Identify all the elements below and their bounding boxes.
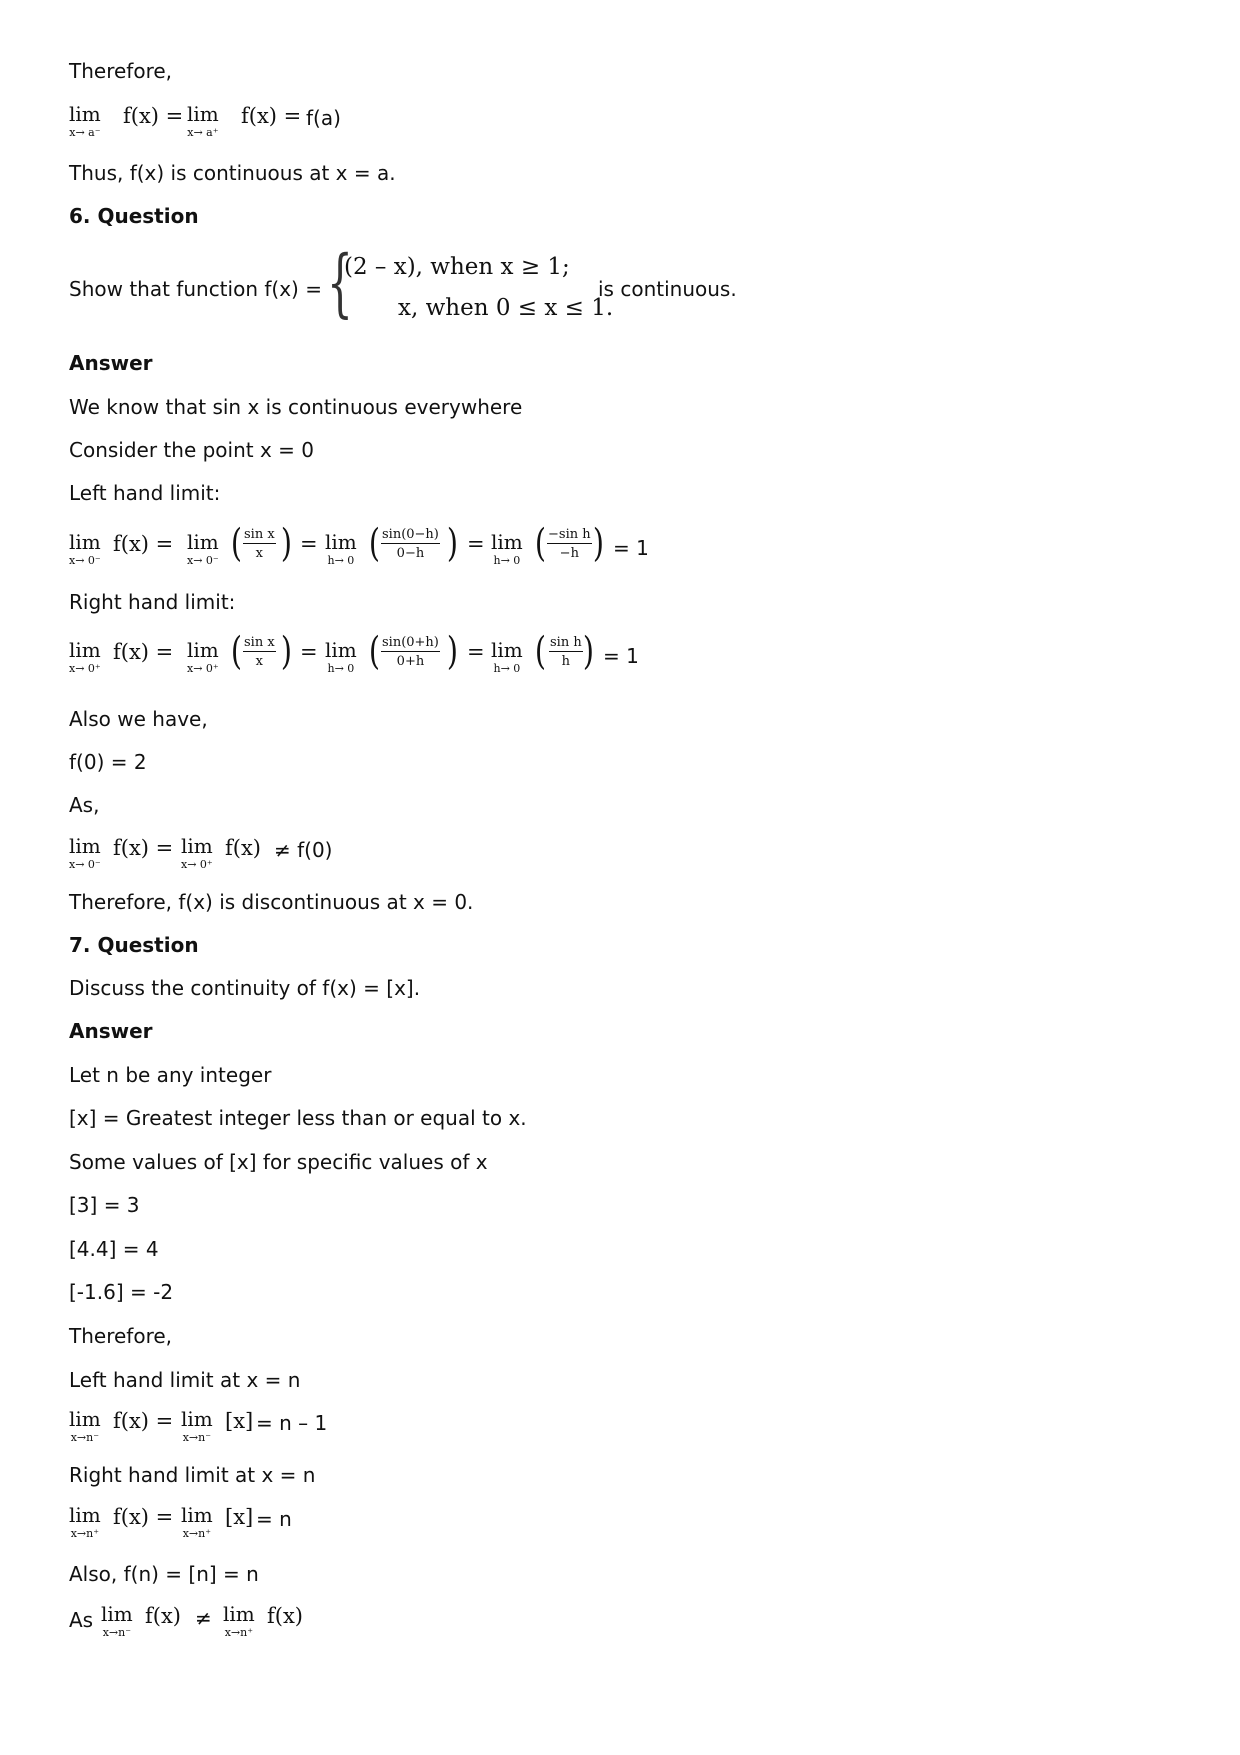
question-7-heading: 7. Question bbox=[69, 933, 199, 957]
fx-term: f(x) = bbox=[113, 1505, 174, 1529]
fx-term: f(x) = bbox=[123, 104, 184, 128]
lim: lim h→ 0 bbox=[325, 638, 357, 675]
equals: = bbox=[300, 532, 318, 556]
text-line: [-1.6] = -2 bbox=[69, 1280, 174, 1304]
not-equal-f0: ≠ f(0) bbox=[274, 838, 333, 862]
text-line: We know that sin x is continuous everywhere bbox=[69, 395, 523, 419]
text-line: f(0) = 2 bbox=[69, 750, 147, 774]
show-prefix: Show that function f(x) = bbox=[69, 277, 322, 301]
lim: lim x→n⁺ bbox=[69, 1503, 101, 1540]
right-hand-limit-equation: lim x→ 0⁺ f(x) = lim x→ 0⁺ ( $\frac{\text{sin x}}{x}$ ) = lim h→ 0 ( $\frac{\sin(0+h)}{0+h}$ ) = lim h→ 0 ( $\frac{\text{sin h}}{h}$ ) = 1 bbox=[69, 629, 639, 675]
lim: lim x→ 0⁻ bbox=[69, 834, 101, 871]
lim: lim x→n⁻ bbox=[101, 1602, 133, 1639]
left-hand-limit-label: Left hand limit: bbox=[69, 481, 221, 505]
fx-term: f(x) = bbox=[113, 836, 174, 860]
case-1: (2 – x), when x ≥ 1; bbox=[344, 254, 570, 280]
lim: lim x→ 0⁺ bbox=[181, 834, 213, 871]
discontinuity-conclusion: Therefore, f(x) is discontinuous at x = 0. bbox=[69, 890, 474, 914]
equals: = bbox=[300, 640, 318, 664]
fraction: $\frac{\sin(0-h)}{0-h}$ bbox=[382, 527, 439, 561]
lim: lim h→ 0 bbox=[491, 530, 523, 567]
piecewise-function bbox=[69, 240, 769, 330]
lim: lim h→ 0 bbox=[325, 530, 357, 567]
limit-comparison bbox=[69, 836, 469, 876]
text-line: Also we have, bbox=[69, 707, 208, 731]
left-hand-limit-label: Left hand limit at x = n bbox=[69, 1368, 301, 1392]
answer-heading-7: Answer bbox=[69, 1019, 153, 1043]
right-hand-limit-label: Right hand limit at x = n bbox=[69, 1463, 316, 1487]
text-line: Some values of [x] for specific values of x bbox=[69, 1150, 488, 1174]
fraction: $\frac{\text{sin h}}{h}$ bbox=[550, 635, 582, 669]
answer-heading-6: Answer bbox=[69, 351, 153, 375]
lim: lim x→ 0⁻ bbox=[187, 530, 219, 567]
text-line: Therefore, bbox=[69, 1324, 173, 1348]
fx-term: f(x) = bbox=[113, 640, 174, 664]
text-line: Let n be any integer bbox=[69, 1063, 272, 1087]
floor-left-limit-equation bbox=[69, 1409, 469, 1449]
equals: = bbox=[467, 532, 485, 556]
lim: lim x→ 0⁻ bbox=[69, 530, 101, 567]
lim: lim h→ 0 bbox=[491, 638, 523, 675]
limit-equation-a bbox=[69, 104, 369, 144]
result: = n – 1 bbox=[256, 1411, 328, 1435]
result: = n bbox=[256, 1507, 292, 1531]
lim: lim x→n⁺ bbox=[181, 1503, 213, 1540]
lim-right-a: lim x→ a⁺ bbox=[187, 102, 219, 139]
fa-term: f(a) bbox=[306, 106, 341, 130]
lim: lim x→ 0⁺ bbox=[69, 638, 101, 675]
show-suffix: is continuous. bbox=[598, 277, 737, 301]
question-6-heading: 6. Question bbox=[69, 204, 199, 228]
left-hand-limit-equation: lim x→ 0⁻ f(x) = lim x→ 0⁻ ( $\frac{\text{sin x}}{x}$ ) = lim h→ 0 ( $\frac{\sin(0-h)}{0-h}$ ) = lim h→ 0 ( $\frac{\text{−sin h}}{-h}$ ) = 1 bbox=[69, 521, 649, 567]
text-line: Consider the point x = 0 bbox=[69, 438, 315, 462]
floor-x: [x] bbox=[225, 1505, 254, 1529]
lim: lim x→n⁻ bbox=[181, 1407, 213, 1444]
fraction: $\frac{\text{sin x}}{x}$ bbox=[244, 635, 275, 669]
lim: lim x→ 0⁺ bbox=[187, 638, 219, 675]
fx-term: f(x) bbox=[267, 1604, 304, 1628]
text-line: [x] = Greatest integer less than or equal to x. bbox=[69, 1106, 527, 1130]
therefore-text: Therefore, bbox=[69, 59, 173, 83]
text-line: [4.4] = 4 bbox=[69, 1237, 159, 1261]
floor-right-limit-equation bbox=[69, 1505, 469, 1545]
lim: lim x→n⁺ bbox=[223, 1602, 255, 1639]
text-line: [3] = 3 bbox=[69, 1193, 140, 1217]
text-line: Also, f(n) = [n] = n bbox=[69, 1562, 259, 1586]
continuity-conclusion-a: Thus, f(x) is continuous at x = a. bbox=[69, 161, 396, 185]
as-prefix: As bbox=[69, 1608, 94, 1632]
fx-term: f(x) bbox=[145, 1604, 182, 1628]
fraction: $\frac{\text{sin x}}{x}$ bbox=[244, 527, 275, 561]
text-line: As, bbox=[69, 793, 100, 817]
result: = 1 bbox=[613, 536, 649, 560]
equals: = bbox=[467, 640, 485, 664]
fx-term: f(x) bbox=[225, 836, 262, 860]
not-equal: ≠ bbox=[195, 1606, 212, 1630]
right-hand-limit-label: Right hand limit: bbox=[69, 590, 236, 614]
floor-x: [x] bbox=[225, 1409, 254, 1433]
result: = 1 bbox=[603, 644, 639, 668]
fx-term: f(x) = bbox=[113, 1409, 174, 1433]
fraction: $\frac{\sin(0+h)}{0+h}$ bbox=[382, 635, 439, 669]
lim-left-a: lim x→ a⁻ bbox=[69, 102, 101, 139]
question-7-text: Discuss the continuity of f(x) = [x]. bbox=[69, 976, 421, 1000]
fraction: $\frac{\text{−sin h}}{-h}$ bbox=[548, 527, 591, 561]
fx-term: f(x) = bbox=[113, 532, 174, 556]
case-2: x, when 0 ≤ x ≤ 1. bbox=[398, 295, 614, 321]
lim: lim x→n⁻ bbox=[69, 1407, 101, 1444]
fx-term: f(x) = bbox=[241, 104, 302, 128]
left-brace: { bbox=[327, 240, 353, 326]
final-comparison bbox=[69, 1604, 469, 1644]
